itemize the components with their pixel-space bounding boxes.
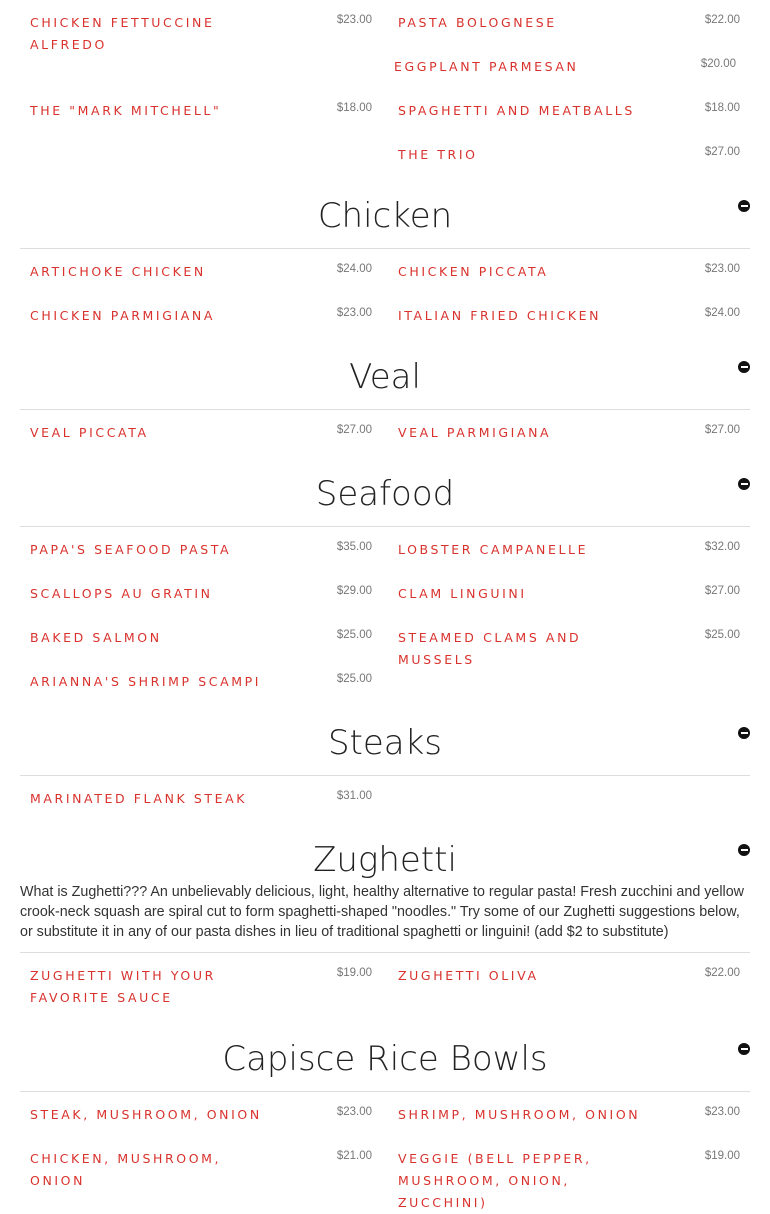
menu-item-name[interactable]: SPAGHETTI AND MEATBALLS xyxy=(398,103,635,118)
menu-item-name[interactable]: SCALLOPS AU GRATIN xyxy=(30,586,213,601)
menu-item-name[interactable]: STEAMED CLAMS AND MUSSELS xyxy=(398,630,582,667)
menu-item-name[interactable]: LOBSTER CAMPANELLE xyxy=(398,542,589,557)
menu-item-name[interactable]: VEAL PICCATA xyxy=(30,425,149,440)
menu-item-price: $22.00 xyxy=(704,14,740,26)
minus-circle-icon[interactable] xyxy=(738,200,750,212)
menu-item-price: $21.00 xyxy=(336,1150,372,1162)
menu-item-price: $23.00 xyxy=(336,307,372,319)
menu-item-price: $31.00 xyxy=(336,790,372,802)
menu-item-name[interactable]: CHICKEN PARMIGIANA xyxy=(30,308,216,323)
section-divider xyxy=(20,952,750,953)
minus-circle-icon[interactable] xyxy=(738,478,750,490)
menu-item-price: $27.00 xyxy=(704,146,740,158)
section-title-rice-bowls: Capisce Rice Bowls xyxy=(222,1039,548,1079)
section-divider xyxy=(20,409,750,410)
menu-item-name[interactable]: ZUGHETTI WITH YOUR FAVORITE SAUCE xyxy=(30,968,216,1005)
menu-item-name[interactable]: ARIANNA'S SHRIMP SCAMPI xyxy=(30,674,262,689)
minus-circle-icon[interactable] xyxy=(738,844,750,856)
menu-item-name[interactable]: CHICKEN FETTUCCINE ALFREDO xyxy=(30,15,215,52)
menu-item-name[interactable]: ZUGHETTI OLIVA xyxy=(398,968,539,983)
menu-item-price: $35.00 xyxy=(336,541,372,553)
menu-item-name[interactable]: THE "MARK MITCHELL" xyxy=(30,103,222,118)
minus-circle-icon[interactable] xyxy=(738,361,750,373)
menu-item-name[interactable]: SHRIMP, MUSHROOM, ONION xyxy=(398,1107,641,1122)
menu-item-name[interactable]: CHICKEN PICCATA xyxy=(398,264,549,279)
menu-item-name[interactable]: VEAL PARMIGIANA xyxy=(398,425,552,440)
menu-item-price: $27.00 xyxy=(704,424,740,436)
menu-item-price: $32.00 xyxy=(704,541,740,553)
section-divider xyxy=(20,1091,750,1092)
section-title-chicken: Chicken xyxy=(317,196,453,236)
menu-item-price: $27.00 xyxy=(704,585,740,597)
menu-item-price: $23.00 xyxy=(336,14,372,26)
section-title-steaks: Steaks xyxy=(327,723,443,763)
menu-item-price: $19.00 xyxy=(336,967,372,979)
minus-circle-icon[interactable] xyxy=(738,727,750,739)
menu-item-price: $24.00 xyxy=(704,307,740,319)
menu-item-price: $23.00 xyxy=(704,263,740,275)
menu-item-price: $23.00 xyxy=(336,1106,372,1118)
menu-item-price: $23.00 xyxy=(704,1106,740,1118)
menu-item-name[interactable]: CLAM LINGUINI xyxy=(398,586,527,601)
minus-circle-icon[interactable] xyxy=(738,1043,750,1055)
menu-item-price: $18.00 xyxy=(336,102,372,114)
menu-item-price: $27.00 xyxy=(336,424,372,436)
menu-item-name[interactable]: STEAK, MUSHROOM, ONION xyxy=(30,1107,262,1122)
menu-item-price: $20.00 xyxy=(700,58,736,70)
menu-item-name[interactable]: BAKED SALMON xyxy=(30,630,162,645)
menu-item-name[interactable]: PASTA BOLOGNESE xyxy=(398,15,557,30)
menu-item-price: $25.00 xyxy=(336,629,372,641)
menu-item-name[interactable]: THE TRIO xyxy=(398,147,478,162)
section-divider xyxy=(20,526,750,527)
menu-item-name[interactable]: CHICKEN, MUSHROOM, ONION xyxy=(30,1151,222,1188)
section-title-zughetti: Zughetti xyxy=(313,840,457,880)
menu-item-price: $18.00 xyxy=(704,102,740,114)
menu-item-price: $25.00 xyxy=(336,673,372,685)
menu-item-name[interactable]: ARTICHOKE CHICKEN xyxy=(30,264,206,279)
menu-item-price: $19.00 xyxy=(704,1150,740,1162)
section-divider xyxy=(20,248,750,249)
menu-item-name[interactable]: PAPA'S SEAFOOD PASTA xyxy=(30,542,232,557)
menu-item-name[interactable]: ITALIAN FRIED CHICKEN xyxy=(398,308,602,323)
menu-item-name[interactable]: VEGGIE (BELL PEPPER, MUSHROOM, ONION, ZUCCHINI) xyxy=(398,1151,592,1210)
menu-item-price: $25.00 xyxy=(704,629,740,641)
section-description: What is Zughetti??? An unbelievably delicious, light, healthy alternative to regular pasta! Fresh zucchini and yellow crook-neck squash are spiral cut to form spaghetti-shaped "noodles." Try some of our Zughetti suggestions below, or substitute it in any of our pasta dishes in lieu of traditional spaghetti or linguini! (add $2 to substitute) xyxy=(20,884,744,940)
section-title-seafood: Seafood xyxy=(315,474,455,514)
section-title-veal: Veal xyxy=(349,357,421,397)
menu-item-name[interactable]: MARINATED FLANK STEAK xyxy=(30,791,248,806)
section-divider xyxy=(20,775,750,776)
menu-item-name[interactable]: EGGPLANT PARMESAN xyxy=(394,59,579,74)
menu-item-price: $29.00 xyxy=(336,585,372,597)
menu-item-price: $24.00 xyxy=(336,263,372,275)
menu-item-price: $22.00 xyxy=(704,967,740,979)
